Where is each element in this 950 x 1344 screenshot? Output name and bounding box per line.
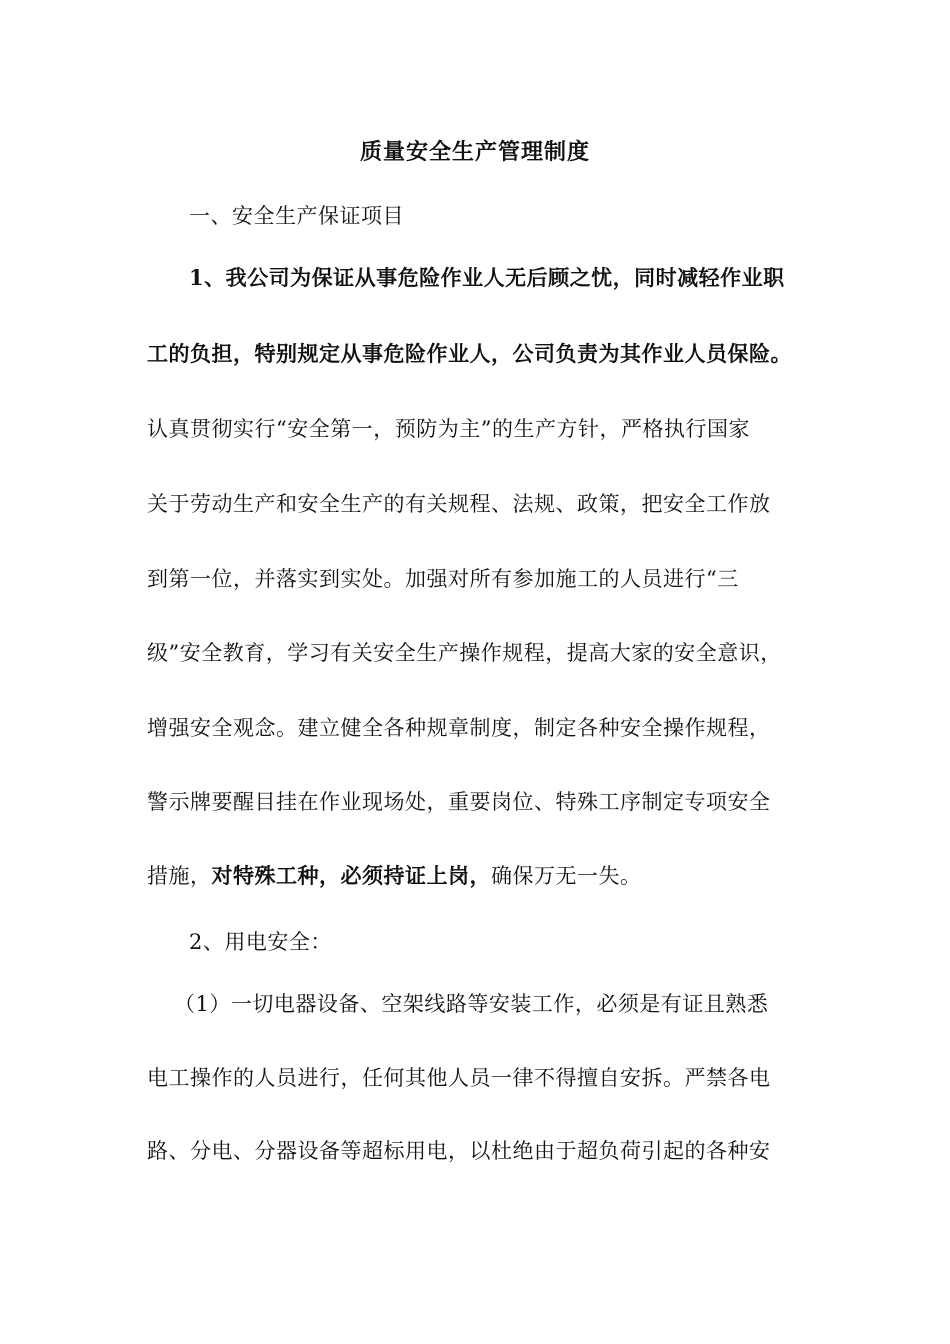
section-1-heading: 一、安全生产保证项目 — [189, 204, 404, 228]
paragraph-1-line-7 — [147, 862, 817, 890]
item-2-1-line-3: 路、分电、分器设备等超标用电，以杜绝由于超负荷引起的各种安 — [147, 1139, 771, 1163]
document-title: 质量安全生产管理制度 — [359, 139, 590, 165]
item-1-line-1 — [189, 264, 859, 292]
paragraph-1-line-1: 认真贯彻实行“安全第一，预防为主”的生产方针，严格执行国家 — [147, 417, 750, 441]
paragraph-1-line-3: 到第一位，并落实到实处。加强对所有参加施工的人员进行“三 — [147, 567, 739, 591]
item-1-number-text: 1、我公司为保证从事危险作业人无后顾之忧，同时减轻作业职 — [189, 265, 785, 290]
paragraph-1-line-5: 增强安全观念。建立健全各种规章制度，制定各种安全操作规程， — [147, 716, 771, 740]
paragraph-1-line-4: 级”安全教育，学习有关安全生产操作规程，提高大家的安全意识， — [147, 641, 782, 665]
paragraph-1-line-6: 警示牌要醒目挂在作业现场处，重要岗位、特殊工序制定专项安全 — [147, 790, 771, 814]
paragraph-1-line-7-emphasis: 对特殊工种，必须持证上岗， — [211, 863, 491, 888]
item-1-line-2: 工的负担，特别规定从事危险作业人，公司负责为其作业人员保险。 — [147, 341, 792, 366]
item-2-heading: 2、用电安全： — [189, 930, 332, 954]
paragraph-1-line-7-end: 确保万无一失。 — [491, 864, 642, 888]
item-2-1-line-2: 电工操作的人员进行，任何其他人员一律不得擅自安拆。严禁各电 — [147, 1066, 771, 1090]
paragraph-1-line-7-start: 措施， — [147, 864, 212, 888]
item-2-1-line-1: （1）一切电器设备、空架线路等安装工作，必须是有证且熟悉 — [174, 992, 769, 1016]
paragraph-1-line-2: 关于劳动生产和安全生产的有关规程、法规、政策，把安全工作放 — [147, 492, 771, 516]
